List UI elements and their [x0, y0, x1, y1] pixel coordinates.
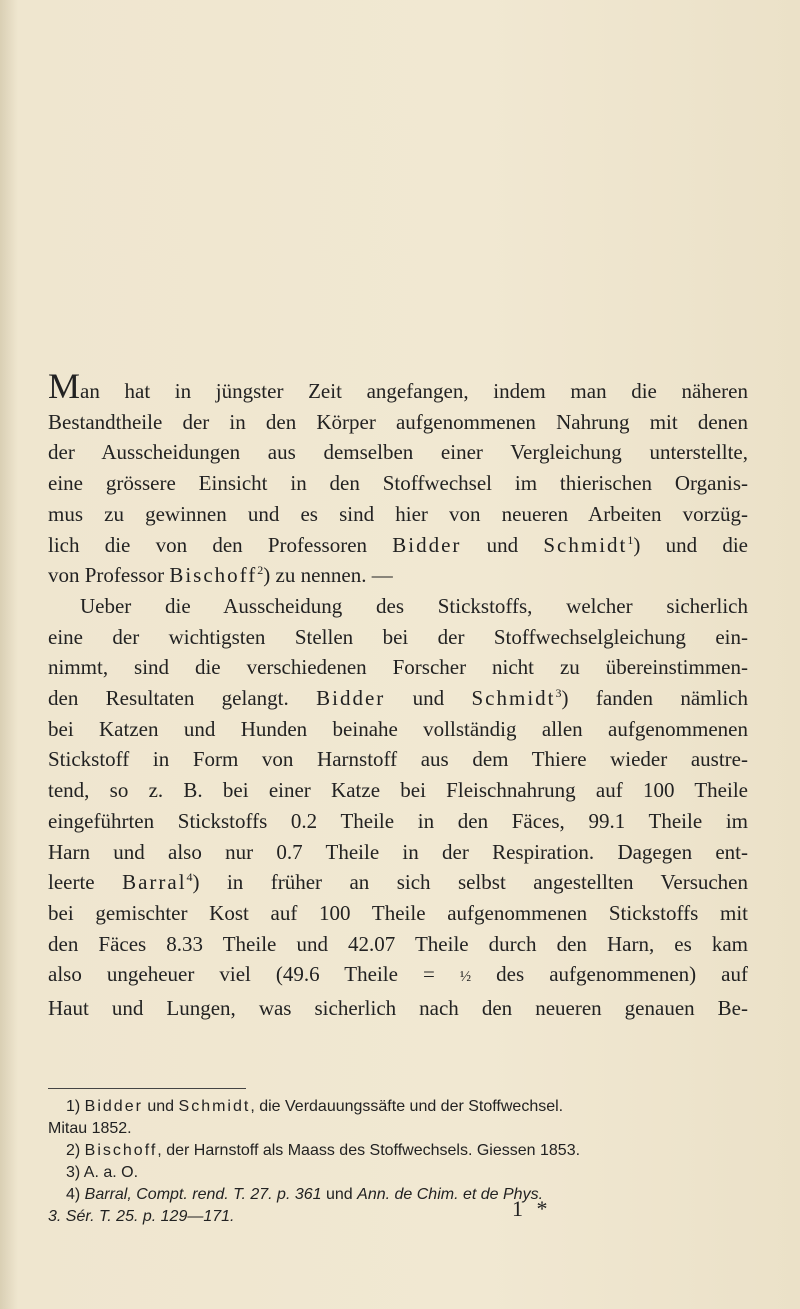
text-line: Ueber die Ausscheidung des Stickstoffs, welcher sicherlich — [80, 593, 748, 618]
footnote-ref: 3 — [555, 686, 562, 701]
fraction: ½ — [459, 969, 472, 986]
text-line: lich die von den Professoren Bidder und Schmidt$^1$) und die — [48, 532, 748, 557]
text-line: der Ausscheidungen aus demselben einer Vergleichung unterstellte, — [48, 440, 748, 465]
text-line: Stickstoff in Form von Harnstoff aus dem Thiere wieder austre- — [48, 747, 748, 772]
text-line: den Resultaten gelangt. Bidder und Schmidt$^3$) fanden nämlich — [48, 686, 748, 711]
text-line: also ungeheuer viel (49.6 Theile = ½ des aufgenommenen) auf — [48, 962, 748, 987]
author-name: Barral — [122, 870, 187, 895]
footnote: 4) Barral, Compt. rend. T. 27. p. 361 und Ann. de Chim. et de Phys. — [66, 1186, 544, 1203]
footnote-divider — [48, 1088, 246, 1089]
drop-cap: M — [48, 366, 81, 406]
author-name: Bidder — [392, 532, 462, 557]
text-line: Bestandtheile der in den Körper aufgenommenen Nahrung mit denen — [48, 409, 748, 434]
text-line: Man hat in jüngster Zeit angefangen, indem man die näheren — [48, 366, 748, 406]
text-line: mus zu gewinnen und es sind hier von neueren Arbeiten vorzüg- — [48, 501, 748, 526]
footnote: 2) Bischoff, der Harnstoff als Maass des Stoffwechsels. Giessen 1853. — [66, 1142, 581, 1159]
text-line: eine grössere Einsicht in den Stoffwechsel im thierischen Organis- — [48, 471, 748, 496]
text-line: bei Katzen und Hunden beinahe vollständig allen aufgenommenen — [48, 716, 748, 741]
footnote: 3) A. a. O. — [66, 1164, 139, 1181]
text-line: leerte Barral$^4$) in früher an sich selbst angestellten Versuchen — [48, 870, 749, 895]
main-paragraph — [48, 366, 749, 1024]
text-line: von Professor Bischoff$^2$) zu nennen. — — [48, 563, 393, 588]
author-name: Schmidt — [471, 686, 556, 711]
author-name: Bischoff — [169, 563, 258, 588]
footnote-continuation: Mitau 1852. — [48, 1120, 132, 1137]
footnotes — [48, 1096, 748, 1228]
footnote-ref: 1 — [627, 532, 634, 547]
text-line: tend, so z. B. bei einer Katze bei Fleischnahrung auf 100 Theile — [48, 778, 748, 803]
text-line: Haut und Lungen, was sicherlich nach den neueren genauen Be- — [48, 996, 748, 1021]
text-line: Harn und also nur 0.7 Theile in der Respiration. Dagegen ent- — [48, 839, 748, 864]
text-line: nimmt, sind die verschiedenen Forscher nicht zu übereinstimmen- — [48, 655, 748, 680]
author-name: Schmidt — [543, 532, 628, 557]
footnote-ref: 4 — [186, 870, 193, 885]
author-name: Bidder — [316, 686, 386, 711]
footnote-ref: 2 — [257, 563, 264, 578]
signature-mark: 1 * — [512, 1196, 552, 1221]
footnote: 1) Bidder und Schmidt, die Verdauungssäfte und der Stoffwechsel. — [66, 1098, 564, 1115]
text-line: den Fäces 8.33 Theile und 42.07 Theile durch den Harn, es kam — [48, 931, 748, 956]
footnote-continuation: 3. Sér. T. 25. p. 129—171. — [48, 1208, 235, 1225]
text-line: eingeführten Stickstoffs 0.2 Theile in den Fäces, 99.1 Theile im — [48, 808, 748, 833]
text-line: eine der wichtigsten Stellen bei der Stoffwechselgleichung ein- — [48, 624, 748, 649]
text-line: bei gemischter Kost auf 100 Theile aufgenommenen Stickstoffs mit — [48, 900, 748, 925]
